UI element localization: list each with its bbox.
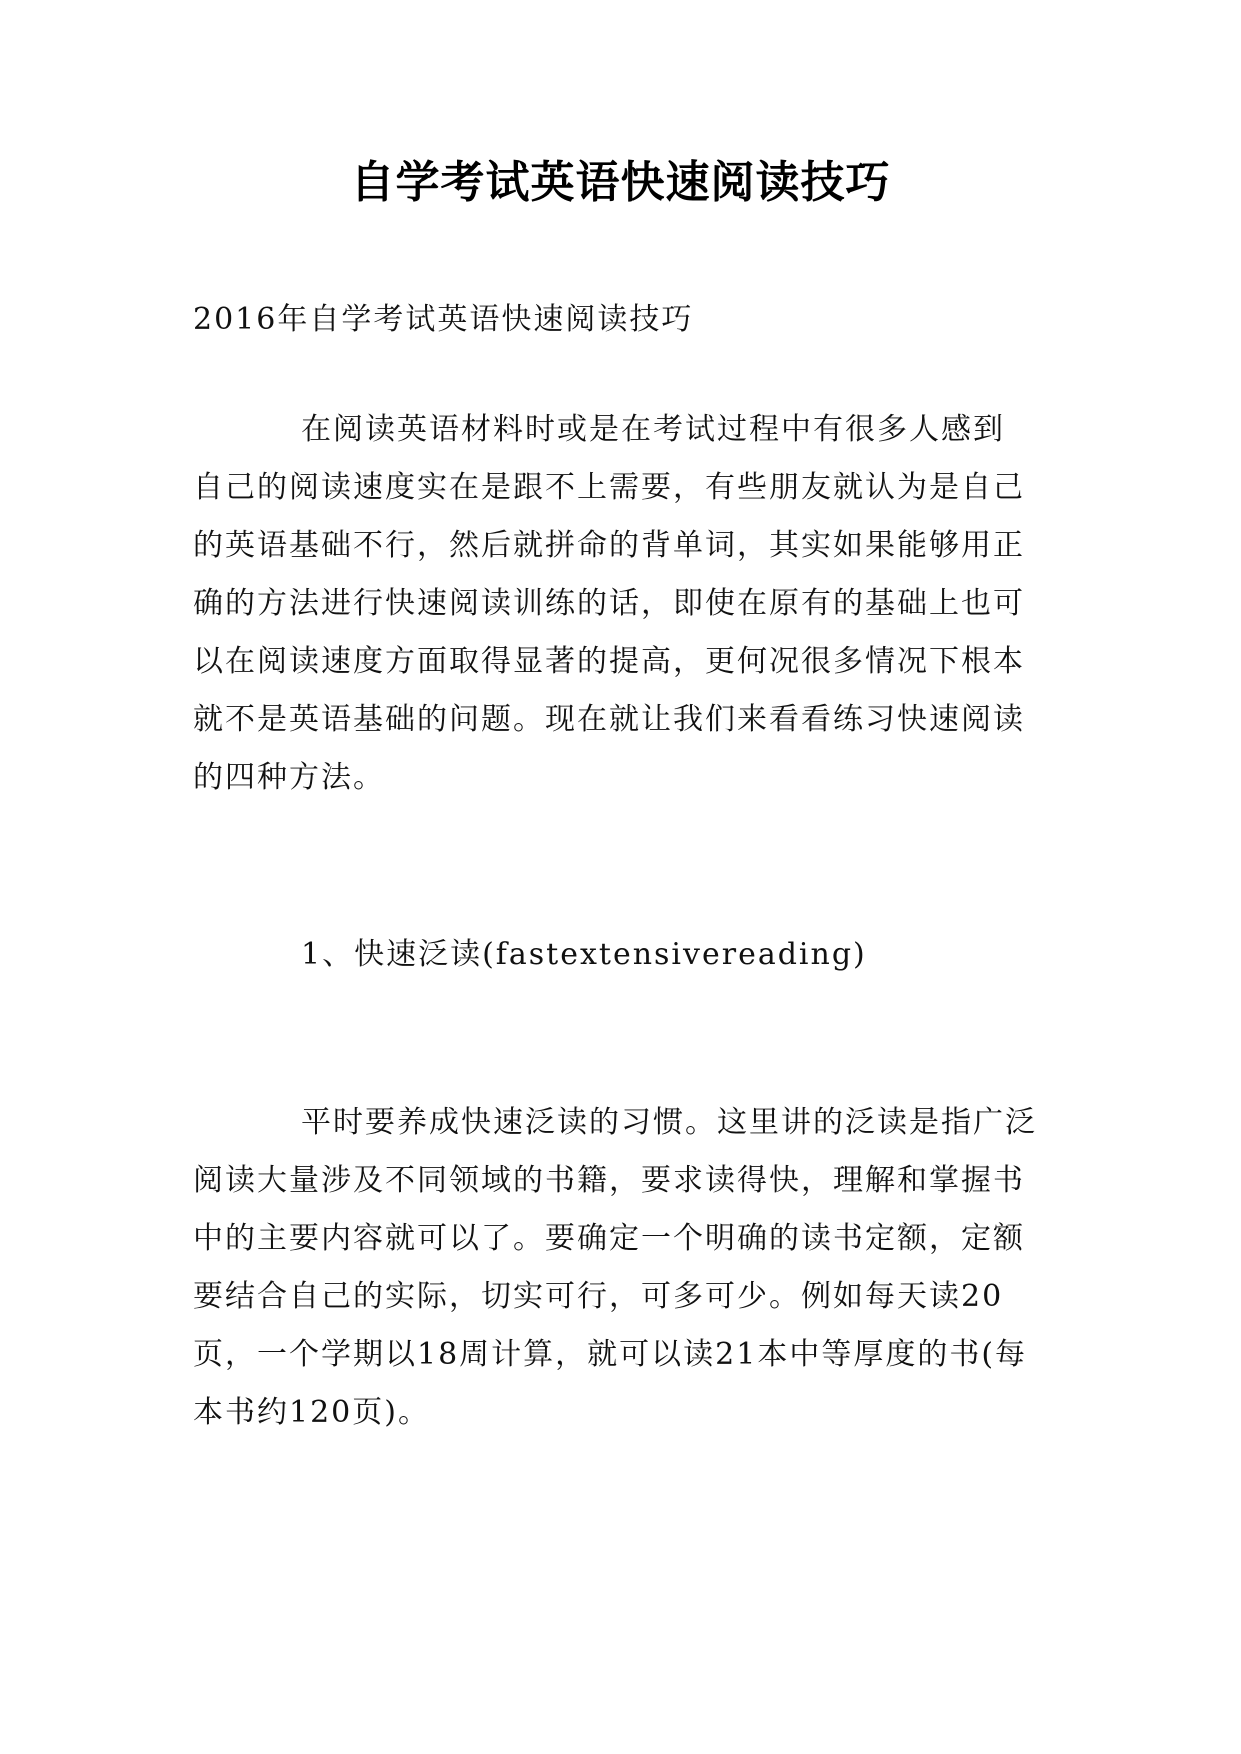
paragraph-line: 本书约120页)。: [193, 1395, 430, 1430]
paragraph-line: 要结合自己的实际，切实可行，可多可少。例如每天读20: [193, 1279, 1004, 1314]
paragraph-line: 中的主要内容就可以了。要确定一个明确的读书定额，定额: [193, 1221, 1025, 1256]
paragraph-line: 的四种方法。: [193, 760, 385, 795]
paragraph-line: 以在阅读速度方面取得显著的提高，更何况很多情况下根本: [193, 644, 1025, 679]
document-title: 自学考试英语快速阅读技巧: [350, 157, 891, 208]
paragraph-line: 确的方法进行快速阅读训练的话，即使在原有的基础上也可: [193, 586, 1025, 621]
paragraph-line: 平时要养成快速泛读的习惯。这里讲的泛读是指广泛: [301, 1105, 1037, 1140]
paragraph-line: 页，一个学期以18周计算，就可以读21本中等厚度的书(每: [193, 1337, 1028, 1372]
document-subtitle: 2016年自学考试英语快速阅读技巧: [193, 302, 694, 337]
paragraph-line: 自己的阅读速度实在是跟不上需要，有些朋友就认为是自己: [193, 470, 1025, 505]
paragraph-line: 在阅读英语材料时或是在考试过程中有很多人感到: [301, 412, 1005, 447]
paragraph-line: 就不是英语基础的问题。现在就让我们来看看练习快速阅读: [193, 702, 1025, 737]
paragraph-line: 阅读大量涉及不同领域的书籍，要求读得快，理解和掌握书: [193, 1163, 1025, 1198]
section-heading: 1、快速泛读(fastextensivereading): [301, 937, 867, 972]
paragraph-line: 的英语基础不行，然后就拼命的背单词，其实如果能够用正: [193, 528, 1025, 563]
